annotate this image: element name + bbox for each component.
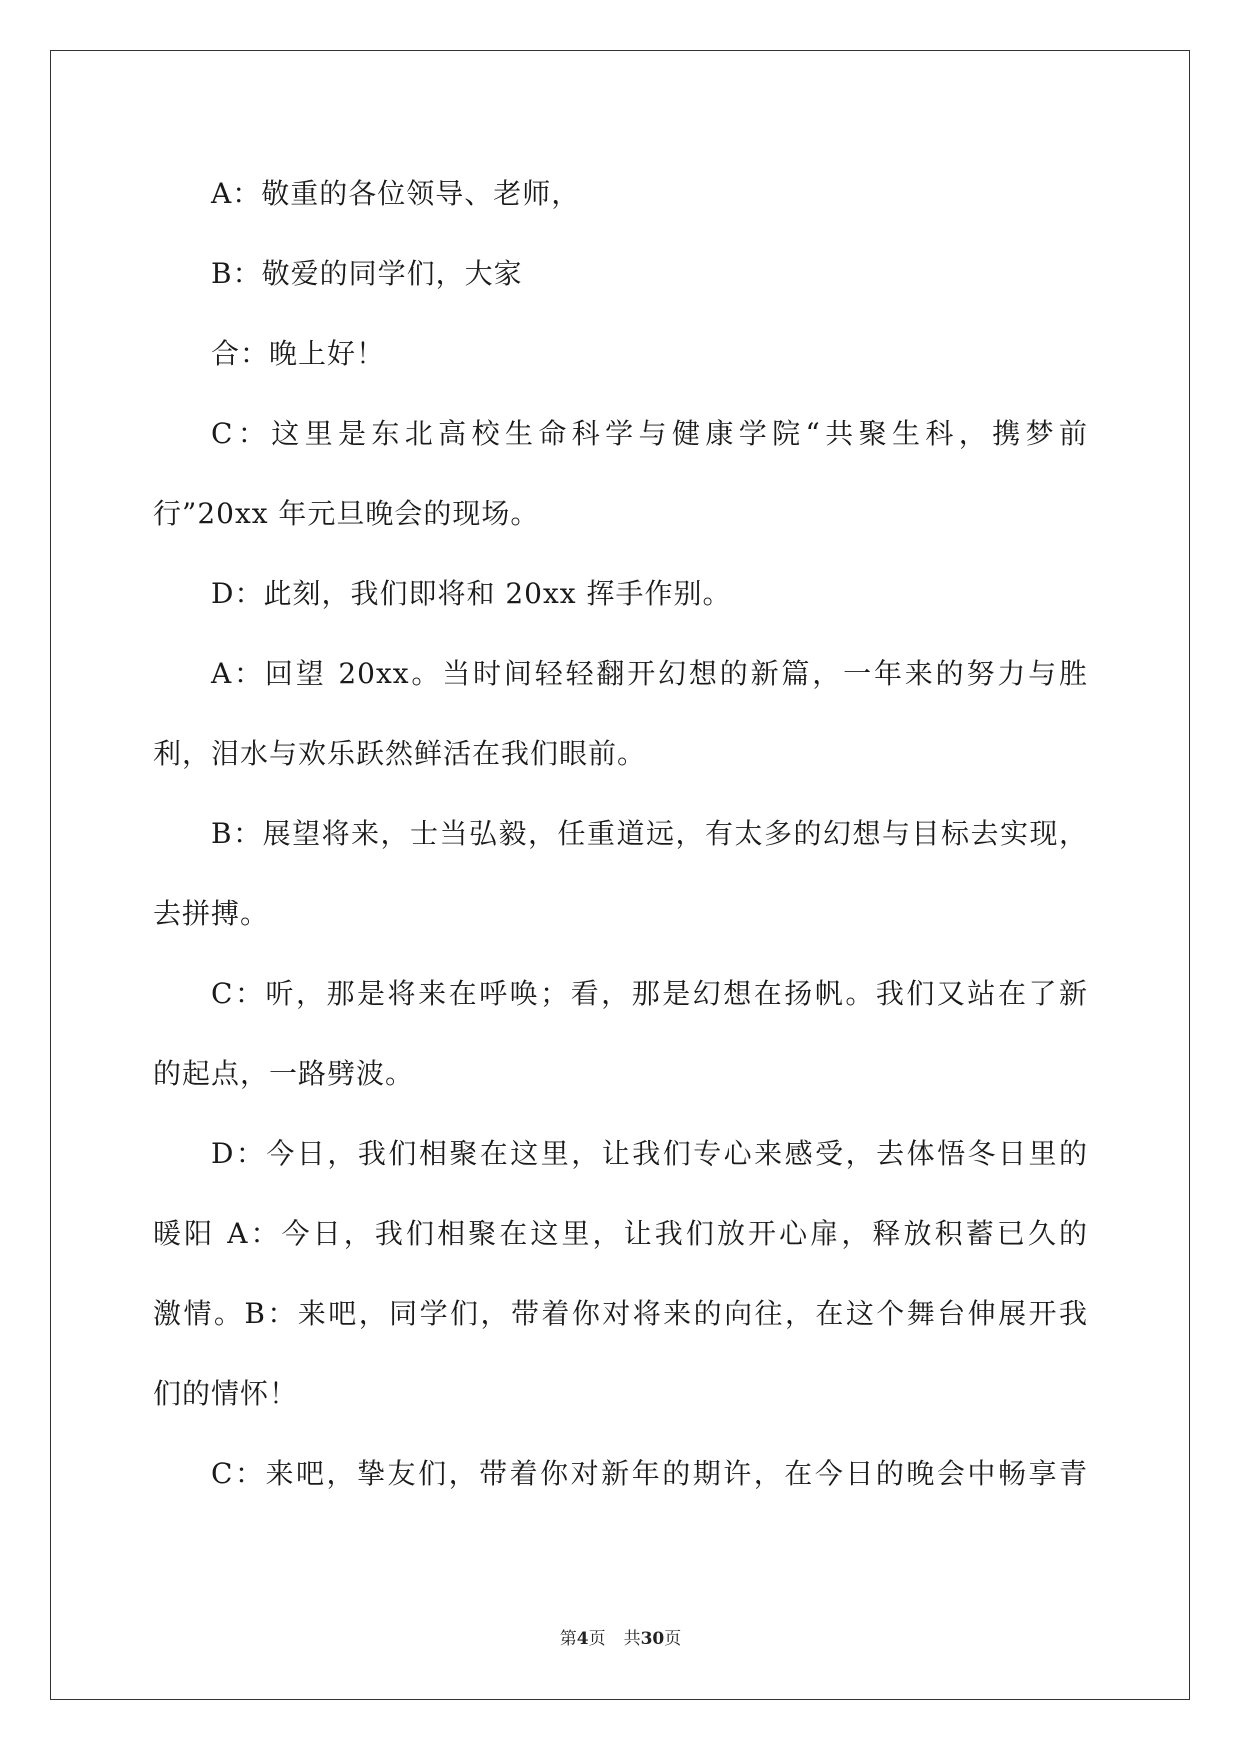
paragraph-line: C：来吧，挚友们，带着你对新年的期许，在今日的晚会中畅享青 [211,1457,1088,1490]
paragraph-line: D：今日，我们相聚在这里，让我们专心来感受，去体悟冬日里的 [211,1137,1088,1170]
total-prefix: 共 [623,1629,641,1649]
page-border [50,50,1190,1700]
paragraph-line: 激情。B：来吧，同学们，带着你对将来的向往，在这个舞台伸展开我 [153,1297,1088,1330]
paragraph-line: 去拼搏。 [153,897,270,930]
page-prefix: 第 [559,1629,577,1649]
page-footer [0,1624,1241,1649]
paragraph-line: B：敬爱的同学们，大家 [211,257,523,290]
page-current: 4 [576,1629,589,1649]
paragraph-line: 行”20xx 年元旦晚会的现场。 [153,497,540,530]
paragraph-line: 利，泪水与欢乐跃然鲜活在我们眼前。 [153,737,647,770]
paragraph-line: 的起点，一路劈波。 [153,1057,415,1090]
paragraph-line: 暖阳 A：今日，我们相聚在这里，让我们放开心扉，释放积蓄已久的 [153,1217,1088,1250]
paragraph-line: 合：晚上好！ [211,337,386,370]
paragraph-line: 们的情怀！ [153,1377,299,1410]
total-suffix: 页 [664,1629,682,1649]
paragraph-line: C：这里是东北高校生命科学与健康学院“共聚生科，携梦前 [211,417,1088,450]
paragraph-line: A：敬重的各位领导、老师， [211,177,581,210]
paragraph-line: B：展望将来，士当弘毅，任重道远，有太多的幻想与目标去实现， [211,817,1088,850]
paragraph-line: A：回望 20xx。当时间轻轻翻开幻想的新篇，一年来的努力与胜 [211,657,1088,690]
page-suffix: 页 [588,1629,606,1649]
paragraph-line: C：听，那是将来在呼唤；看，那是幻想在扬帆。我们又站在了新 [211,977,1088,1010]
paragraph-line: D：此刻，我们即将和 20xx 挥手作别。 [211,577,732,610]
page-total: 30 [640,1629,665,1649]
